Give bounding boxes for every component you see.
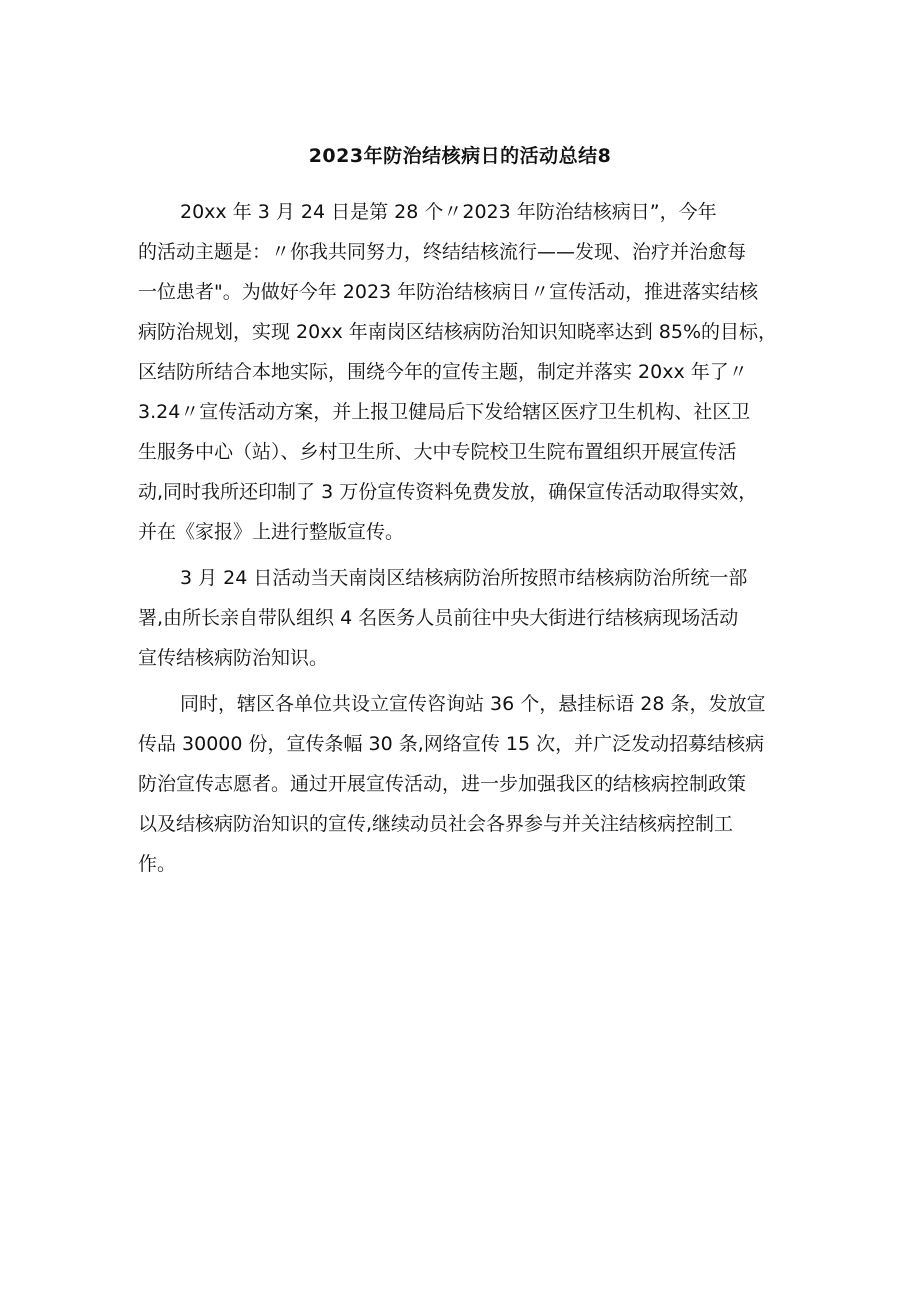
text-line: 生服务中心（站）、乡村卫生所、大中专院校卫生院布置组织开展宣传活: [138, 441, 737, 463]
text-line: 3.24〃宣传活动方案，并上报卫健局后下发给辖区医疗卫生机构、社区卫: [138, 401, 751, 423]
text-line: 宣传结核病防治知识。: [138, 647, 329, 669]
text-line: 一位患者"。为做好今年 2023 年防治结核病日〃宣传活动，推进落实结核: [138, 281, 759, 303]
paragraph-3: [138, 684, 788, 884]
text-line: 病防治规划，实现 20xx 年南岗区结核病防治知识知晓率达到 85%的目标，: [138, 321, 778, 343]
text-line: 以及结核病防治知识的宣传,继续动员社会各界参与并关注结核病控制工: [138, 813, 734, 835]
text-line: 同时，辖区各单位共设立宣传咨询站 36 个，悬挂标语 28 条，发放宣: [180, 693, 766, 715]
paragraph-2: [138, 558, 788, 678]
paragraph-1: [138, 192, 788, 552]
document-title: 2023年防治结核病日的活动总结8: [308, 145, 612, 167]
text-line: 的活动主题是：〃你我共同努力，终结结核流行——发现、治疗并治愈每: [138, 241, 747, 263]
text-line: 作。: [138, 853, 177, 875]
text-line: 署,由所长亲自带队组织 4 名医务人员前往中央大街进行结核病现场活动: [138, 607, 739, 629]
text-line: 并在《家报》上进行整版宣传。: [138, 521, 405, 543]
text-line: 防治宣传志愿者。通过开展宣传活动，进一步加强我区的结核病控制政策: [138, 773, 747, 795]
text-line: 动,同时我所还印制了 3 万份宣传资料免费发放，确保宣传活动取得实效，: [138, 481, 758, 503]
text-line: 区结防所结合本地实际，围绕今年的宣传主题，制定并落实 20xx 年了〃: [138, 361, 748, 383]
text-line: 20xx 年 3 月 24 日是第 28 个〃2023 年防治结核病日”，今年: [180, 201, 717, 223]
document-body: [138, 192, 788, 884]
text-line: 传品 30000 份，宣传条幅 30 条,网络宣传 15 次，并广泛发动招募结核病: [138, 733, 765, 755]
text-line: 3 月 24 日活动当天南岗区结核病防治所按照市结核病防治所统一部: [180, 567, 748, 589]
